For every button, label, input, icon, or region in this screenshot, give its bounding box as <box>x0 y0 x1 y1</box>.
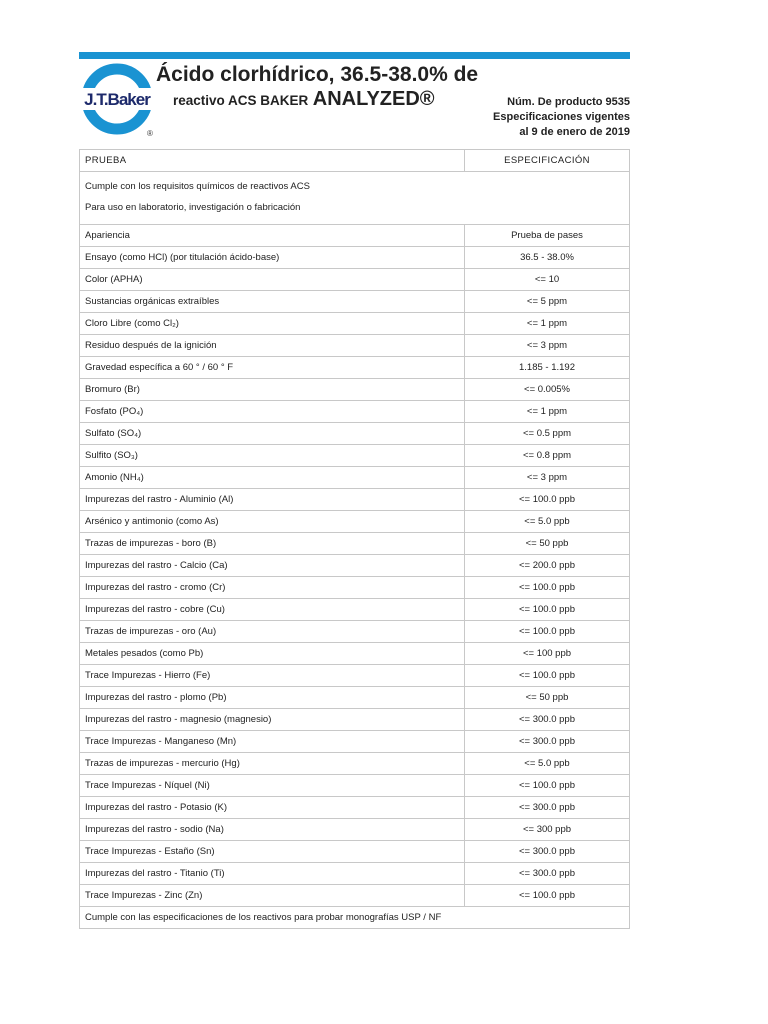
spec-validity: Especificaciones vigentes <box>493 111 630 123</box>
spec-value-cell: <= 50 ppb <box>465 687 630 709</box>
table-row <box>80 841 630 863</box>
subtitle <box>173 88 435 111</box>
test-name-cell: Cloro Libre (como Cl₂) <box>80 313 465 335</box>
spec-value-cell: <= 300.0 ppb <box>465 841 630 863</box>
specification-table <box>79 149 630 929</box>
test-name-cell: Trazas de impurezas - mercurio (Hg) <box>80 753 465 775</box>
test-name-cell: Impurezas del rastro - cobre (Cu) <box>80 599 465 621</box>
product-info <box>493 95 630 140</box>
table-row <box>80 555 630 577</box>
table-row <box>80 863 630 885</box>
spec-value-cell: <= 100.0 ppb <box>465 775 630 797</box>
test-name-cell: Impurezas del rastro - Calcio (Ca) <box>80 555 465 577</box>
test-name-cell: Impurezas del rastro - plomo (Pb) <box>80 687 465 709</box>
spec-value-cell: <= 100.0 ppb <box>465 599 630 621</box>
test-name-cell: Apariencia <box>80 225 465 247</box>
logo-brand-text: J.T.Baker <box>84 90 150 109</box>
table-row <box>80 511 630 533</box>
test-name-cell: Trace Impurezas - Hierro (Fe) <box>80 665 465 687</box>
column-header-spec: ESPECIFICACIÓN <box>465 150 630 172</box>
table-row <box>80 247 630 269</box>
table-row <box>80 225 630 247</box>
table-row <box>80 643 630 665</box>
test-name-cell: Bromuro (Br) <box>80 379 465 401</box>
test-name-cell: Ensayo (como HCl) (por titulación ácido-base) <box>80 247 465 269</box>
jtbaker-logo <box>79 60 155 138</box>
test-name-cell: Trace Impurezas - Estaño (Sn) <box>80 841 465 863</box>
spec-value-cell: <= 5.0 ppb <box>465 511 630 533</box>
table-row <box>80 731 630 753</box>
spec-value-cell: <= 5.0 ppb <box>465 753 630 775</box>
test-name-cell: Trace Impurezas - Manganeso (Mn) <box>80 731 465 753</box>
test-name-cell: Fosfato (PO₄) <box>80 401 465 423</box>
table-row <box>80 621 630 643</box>
test-name-cell: Arsénico y antimonio (como As) <box>80 511 465 533</box>
spec-value-cell: <= 300.0 ppb <box>465 797 630 819</box>
table-header-row <box>80 150 630 172</box>
spec-value-cell: <= 100.0 ppb <box>465 577 630 599</box>
table-row <box>80 687 630 709</box>
spec-value-cell: <= 100 ppb <box>465 643 630 665</box>
test-name-cell: Gravedad específica a 60 ° / 60 ° F <box>80 357 465 379</box>
test-name-cell: Amonio (NH₄) <box>80 467 465 489</box>
test-name-cell: Sustancias orgánicas extraíbles <box>80 291 465 313</box>
test-name-cell: Impurezas del rastro - Potasio (K) <box>80 797 465 819</box>
test-name-cell: Trazas de impurezas - boro (B) <box>80 533 465 555</box>
test-name-cell: Impurezas del rastro - Aluminio (Al) <box>80 489 465 511</box>
spec-value-cell: <= 100.0 ppb <box>465 885 630 907</box>
test-name-cell: Impurezas del rastro - magnesio (magnesio) <box>80 709 465 731</box>
table-row <box>80 467 630 489</box>
table-row <box>80 489 630 511</box>
table-row <box>80 313 630 335</box>
test-name-cell: Residuo después de la ignición <box>80 335 465 357</box>
spec-value-cell: <= 50 ppb <box>465 533 630 555</box>
table-row <box>80 379 630 401</box>
spec-value-cell: <= 10 <box>465 269 630 291</box>
page-title: Ácido clorhídrico, 36.5-38.0% de <box>156 63 479 86</box>
spec-value-cell: <= 0.005% <box>465 379 630 401</box>
spec-value-cell: <= 300.0 ppb <box>465 863 630 885</box>
spec-value-cell: <= 200.0 ppb <box>465 555 630 577</box>
spec-value-cell: <= 0.5 ppm <box>465 423 630 445</box>
table-row <box>80 335 630 357</box>
test-name-cell: Sulfato (SO₄) <box>80 423 465 445</box>
test-name-cell: Color (APHA) <box>80 269 465 291</box>
table-row <box>80 423 630 445</box>
usp-nf-compliance-note: Cumple con las especificaciones de los reactivos para probar monografías USP / NF <box>80 907 630 929</box>
spec-value-cell: <= 1 ppm <box>465 401 630 423</box>
test-name-cell: Trace Impurezas - Zinc (Zn) <box>80 885 465 907</box>
table-row <box>80 599 630 621</box>
table-row <box>80 753 630 775</box>
spec-value-cell: <= 100.0 ppb <box>465 665 630 687</box>
table-row <box>80 709 630 731</box>
spec-date: al 9 de enero de 2019 <box>519 126 630 138</box>
spec-value-cell: 36.5 - 38.0% <box>465 247 630 269</box>
logo-registered-mark: ® <box>147 129 153 138</box>
table-row <box>80 885 630 907</box>
test-name-cell: Impurezas del rastro - sodio (Na) <box>80 819 465 841</box>
footer-row <box>80 907 630 929</box>
subtitle-reagent: reactivo ACS BAKER <box>173 93 309 108</box>
table-row <box>80 797 630 819</box>
table-row <box>80 269 630 291</box>
table-row <box>80 665 630 687</box>
header-accent-bar <box>79 52 630 59</box>
table-row <box>80 775 630 797</box>
test-name-cell: Impurezas del rastro - cromo (Cr) <box>80 577 465 599</box>
spec-value-cell: <= 3 ppm <box>465 335 630 357</box>
note-usage: Para uso en laboratorio, investigación o fabricación <box>85 202 301 213</box>
test-name-cell: Trace Impurezas - Níquel (Ni) <box>80 775 465 797</box>
spec-value-cell: <= 1 ppm <box>465 313 630 335</box>
spec-value-cell: <= 3 ppm <box>465 467 630 489</box>
table-row <box>80 401 630 423</box>
column-header-test: PRUEBA <box>80 150 465 172</box>
spec-value-cell: <= 0.8 ppm <box>465 445 630 467</box>
notes-row <box>80 172 630 225</box>
test-name-cell: Trazas de impurezas - oro (Au) <box>80 621 465 643</box>
test-name-cell: Metales pesados (como Pb) <box>80 643 465 665</box>
spec-value-cell: <= 100.0 ppb <box>465 621 630 643</box>
note-acs-requirements: Cumple con los requisitos químicos de reactivos ACS <box>85 181 310 192</box>
table-row <box>80 819 630 841</box>
subtitle-analyzed: ANALYZED® <box>312 88 435 110</box>
spec-value-cell: <= 5 ppm <box>465 291 630 313</box>
table-row <box>80 291 630 313</box>
test-name-cell: Impurezas del rastro - Titanio (Ti) <box>80 863 465 885</box>
spec-value-cell: 1.185 - 1.192 <box>465 357 630 379</box>
table-row <box>80 577 630 599</box>
table-row <box>80 445 630 467</box>
table-row <box>80 357 630 379</box>
spec-value-cell: <= 300.0 ppb <box>465 709 630 731</box>
spec-value-cell: <= 100.0 ppb <box>465 489 630 511</box>
spec-value-cell: Prueba de pases <box>465 225 630 247</box>
table-row <box>80 533 630 555</box>
spec-value-cell: <= 300 ppb <box>465 819 630 841</box>
test-name-cell: Sulfito (SO₃) <box>80 445 465 467</box>
spec-value-cell: <= 300.0 ppb <box>465 731 630 753</box>
product-number: Núm. De producto 9535 <box>507 96 630 108</box>
